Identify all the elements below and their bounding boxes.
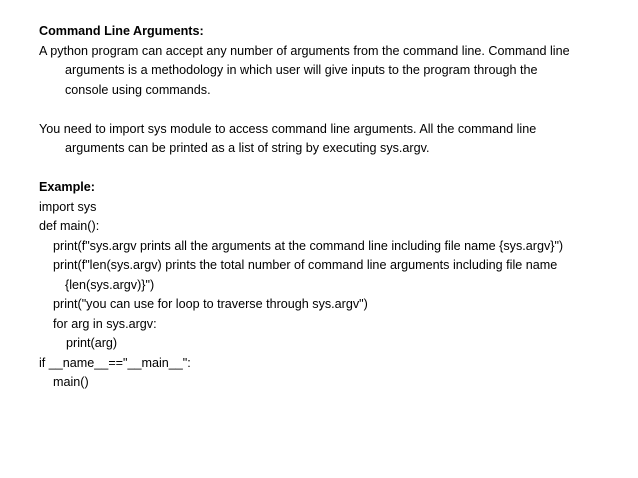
code-line-print-argv: print(f"sys.argv prints all the arguments at the command line including file name {sys.argv}") <box>53 238 564 253</box>
code-line-def-main: def main(): <box>39 219 100 233</box>
code-block <box>39 198 608 393</box>
para2-line2: arguments can be printed as a list of string by executing sys.argv. <box>65 141 430 155</box>
code-line-print-len-cont: {len(sys.argv)}") <box>65 277 155 292</box>
section-heading: Command Line Arguments: <box>39 24 204 38</box>
code-line-print-len: print(f"len(sys.argv) prints the total number of command line arguments including file name <box>53 258 558 272</box>
code-line-print-loop: print("you can use for loop to traverse through sys.argv") <box>53 297 368 311</box>
code-line-for: for arg in sys.argv: <box>53 316 157 331</box>
spacer <box>39 159 608 179</box>
code-line-import: import sys <box>39 199 97 214</box>
para1-line2: arguments is a methodology in which user will give inputs to the program through the <box>65 63 538 77</box>
code-line-if-main: if __name__=="__main__": <box>39 355 191 370</box>
code-line-print-arg: print(arg) <box>66 336 118 350</box>
spacer <box>39 100 608 120</box>
para2-line1: You need to import sys module to access command line arguments. All the command line <box>39 121 537 136</box>
para1-line3: console using commands. <box>65 82 211 97</box>
code-line-call-main: main() <box>53 375 89 389</box>
example-heading: Example: <box>39 180 95 194</box>
para1-line1: A python program can accept any number of arguments from the command line. Command line <box>39 43 570 58</box>
